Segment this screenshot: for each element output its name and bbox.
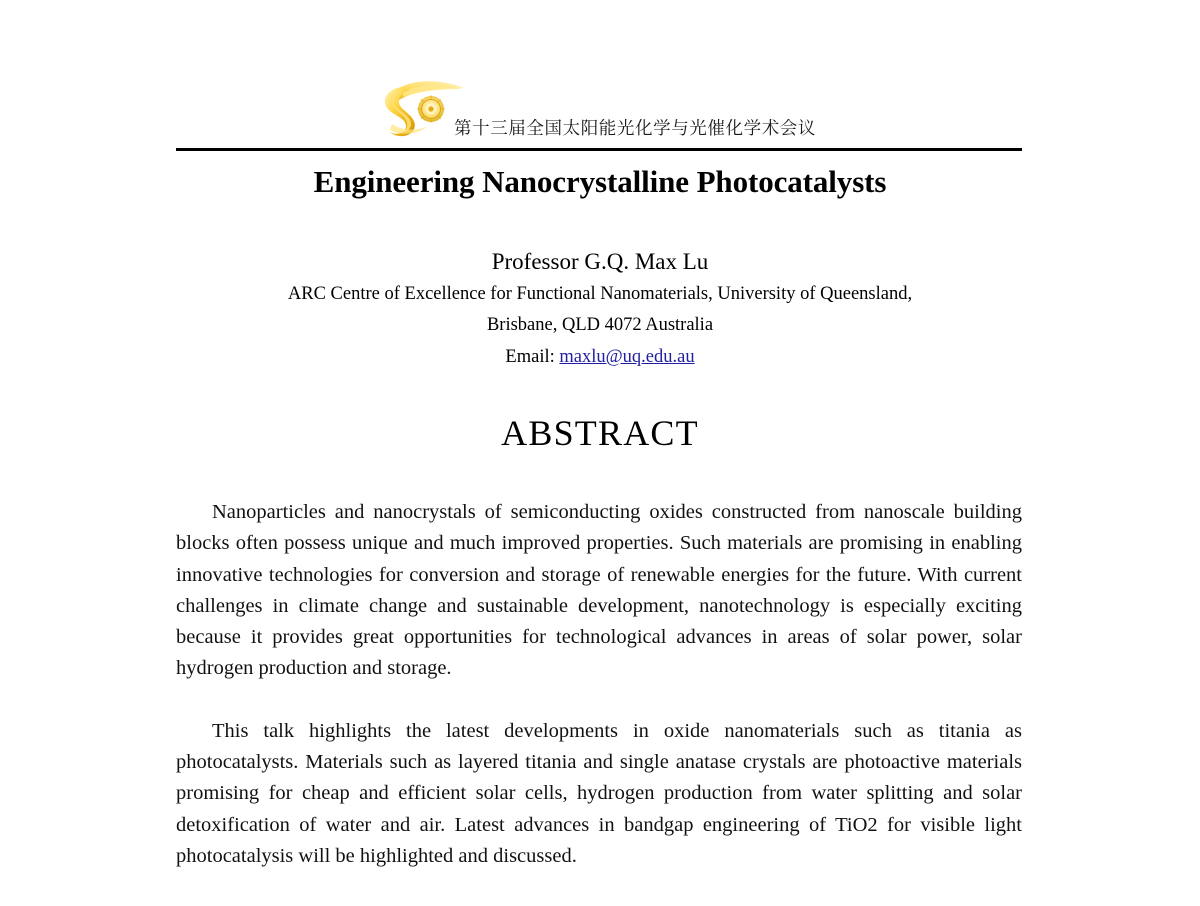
- header-divider-rule: [176, 148, 1022, 151]
- page-title: Engineering Nanocrystalline Photocatalysts: [313, 164, 887, 199]
- author-name: Professor G.Q. Max Lu: [491, 249, 709, 274]
- abstract-body: [176, 497, 1022, 872]
- conference-header: [176, 78, 1022, 150]
- conference-banner-title: 第十三届全国太阳能光化学与光催化学术会议: [454, 118, 816, 139]
- author-affiliation-line-2: Brisbane, QLD 4072 Australia: [486, 315, 714, 336]
- author-email-line: [0, 342, 1200, 374]
- abstract-paragraph: This talk highlights the latest developments in oxide nanomaterials such as titania as photocatalysts. Materials such as layered titania and single anatase crystals are photoactive materials promising for cheap and efficient solar cells, hydrogen production from water splitting and solar detoxification of water and air. Latest advances in bandgap engineering of TiO2 for visible light photocatalysis will be highlighted and discussed.: [176, 719, 1022, 867]
- abstract-heading: ABSTRACT: [501, 413, 699, 453]
- author-block: [0, 246, 1200, 374]
- email-label: Email:: [505, 347, 555, 368]
- author-affiliation-line-1: ARC Centre of Excellence for Functional Nanomaterials, University of Queensland,: [287, 283, 913, 304]
- abstract-paragraph: Nanoparticles and nanocrystals of semiconducting oxides constructed from nanoscale building blocks often possess unique and much improved properties. Such materials are promising in enabling innovative technologies for conversion and storage of renewable energies for the future. With current challenges in climate change and sustainable development, nanotechnology is especially exciting because it provides great opportunities for technological advances in areas of solar power, solar hydrogen production and storage.: [176, 501, 1022, 680]
- author-email-link[interactable]: maxlu@uq.edu.au: [559, 347, 695, 368]
